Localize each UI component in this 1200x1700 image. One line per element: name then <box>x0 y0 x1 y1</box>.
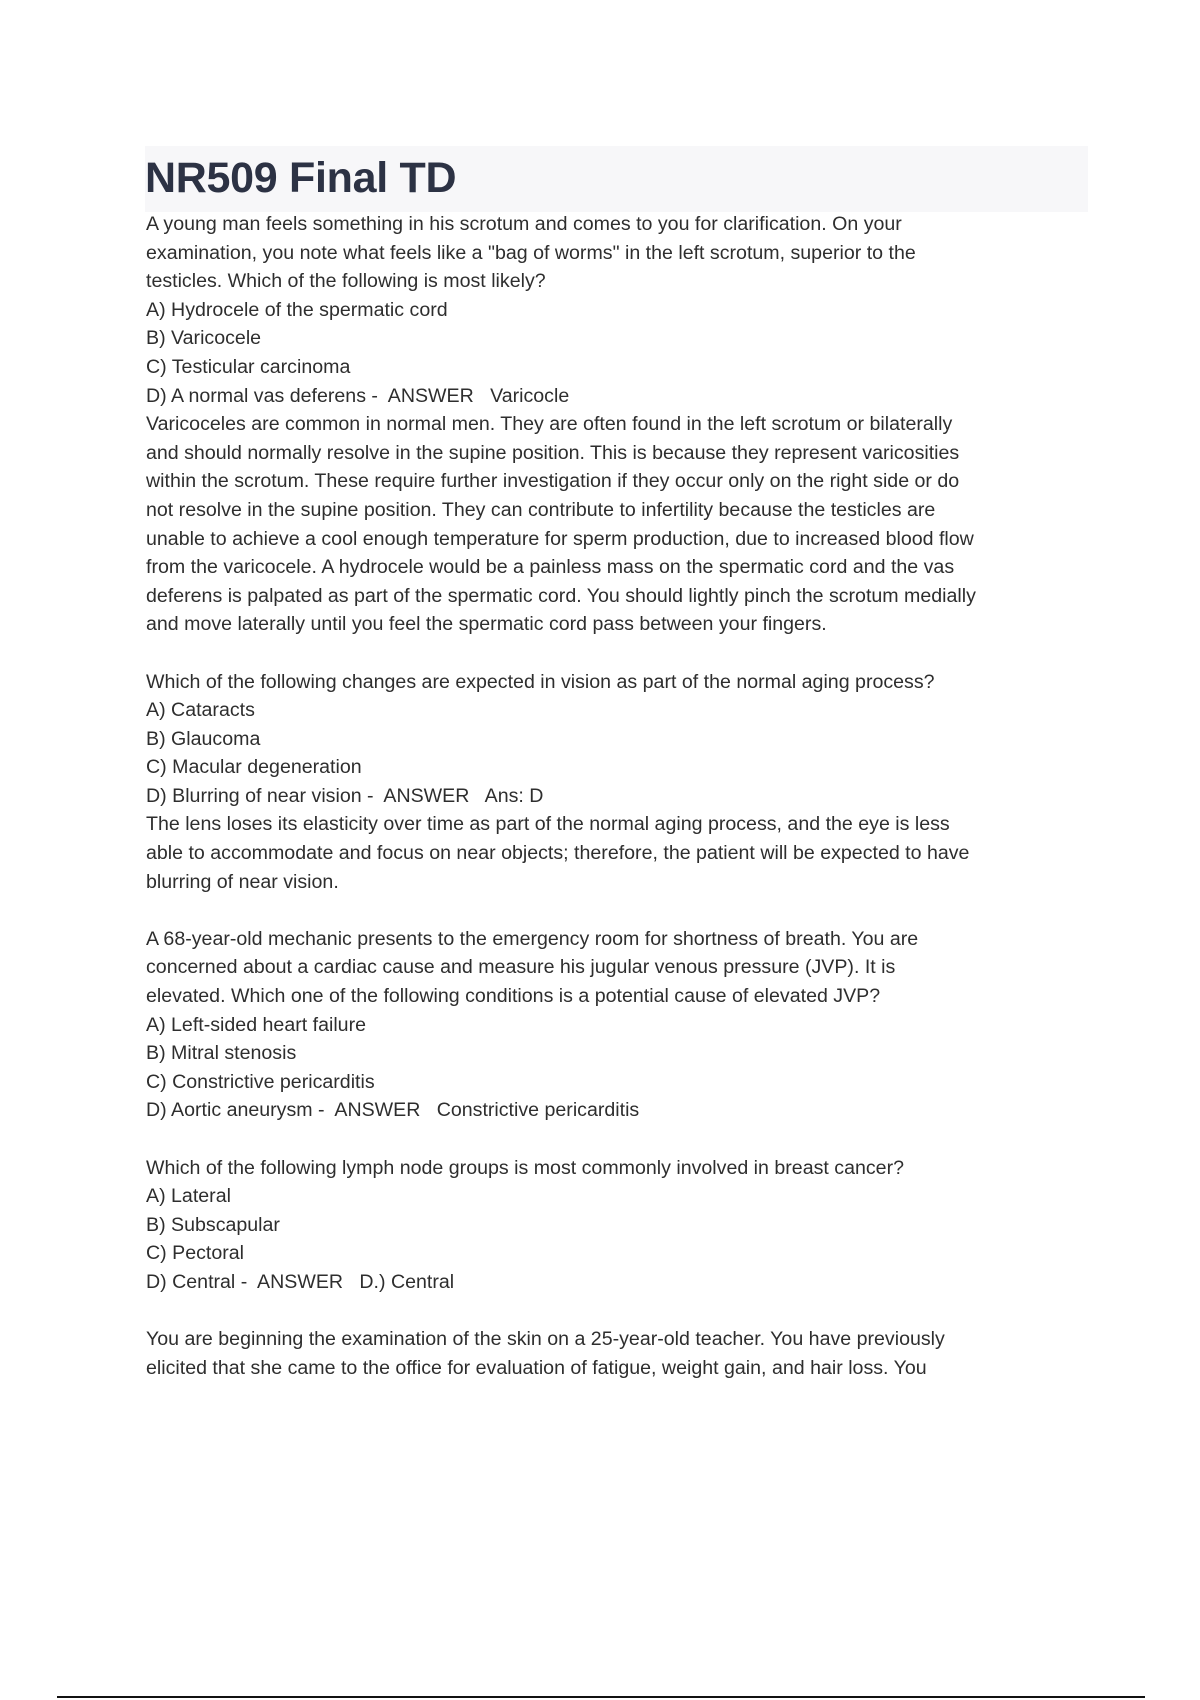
blank-line <box>146 1125 1106 1154</box>
text-line: C) Constrictive pericarditis <box>146 1070 375 1093</box>
text-line: deferens is palpated as part of the spermatic cord. You should lightly pinch the scrotum medially <box>146 584 976 607</box>
text-line: A) Left-sided heart failure <box>146 1013 366 1036</box>
text-line: unable to achieve a cool enough temperature for sperm production, due to increased blood flow <box>146 527 974 550</box>
text-line: and move laterally until you feel the spermatic cord pass between your fingers. <box>146 613 827 636</box>
document-body <box>146 210 1106 1382</box>
text-line: elicited that she came to the office for evaluation of fatigue, weight gain, and hair loss. You <box>146 1356 927 1379</box>
blank-line <box>146 896 1106 925</box>
text-line: C) Pectoral <box>146 1242 244 1265</box>
text-line: B) Glaucoma <box>146 727 261 750</box>
text-line: B) Mitral stenosis <box>146 1042 297 1065</box>
text-line: Varicoceles are common in normal men. They are often found in the left scrotum or bilaterally <box>146 413 953 436</box>
page-bottom-rule <box>57 1696 1145 1698</box>
document-title: NR509 Final TD <box>145 154 457 202</box>
text-line: A young man feels something in his scrotum and comes to you for clarification. On your <box>146 213 902 235</box>
text-line: C) Testicular carcinoma <box>146 355 351 378</box>
text-line: and should normally resolve in the supine position. This is because they represent varicosities <box>146 441 960 464</box>
text-line: not resolve in the supine position. They can contribute to infertility because the testicles are <box>146 498 936 521</box>
text-line: Which of the following lymph node groups is most commonly involved in breast cancer? <box>146 1156 904 1179</box>
text-line: D) Aortic aneurysm - ANSWER Constrictive pericarditis <box>146 1099 640 1122</box>
text-line: able to accommodate and focus on near objects; therefore, the patient will be expected to have <box>146 842 970 865</box>
text-line: D) Blurring of near vision - ANSWER Ans: D <box>146 784 544 807</box>
blank-line <box>146 1297 1106 1326</box>
text-line: You are beginning the examination of the skin on a 25-year-old teacher. You have previously <box>146 1328 945 1351</box>
text-line: A) Hydrocele of the spermatic cord <box>146 298 448 321</box>
text-line: The lens loses its elasticity over time as part of the normal aging process, and the eye is less <box>146 813 950 836</box>
text-line: concerned about a cardiac cause and measure his jugular venous pressure (JVP). It is <box>146 956 896 979</box>
text-line: A 68-year-old mechanic presents to the emergency room for shortness of breath. You are <box>146 927 919 950</box>
text-line: from the varicocele. A hydrocele would be a painless mass on the spermatic cord and the vas <box>146 556 955 579</box>
text-line: C) Macular degeneration <box>146 756 362 779</box>
text-line: A) Lateral <box>146 1185 231 1208</box>
text-line: A) Cataracts <box>146 699 255 722</box>
text-line: blurring of near vision. <box>146 870 339 893</box>
text-line: examination, you note what feels like a "bag of worms" in the left scrotum, superior to the <box>146 241 916 264</box>
text-line: testicles. Which of the following is most likely? <box>146 270 546 293</box>
text-line: elevated. Which one of the following conditions is a potential cause of elevated JVP? <box>146 985 881 1008</box>
text-line: B) Subscapular <box>146 1213 280 1236</box>
text-line: B) Varicocele <box>146 327 262 350</box>
text-line: D) A normal vas deferens - ANSWER Varicocle <box>146 384 570 407</box>
blank-line <box>146 639 1106 668</box>
text-line: within the scrotum. These require further investigation if they occur only on the right side or do <box>146 470 960 493</box>
text-line: Which of the following changes are expected in vision as part of the normal aging process? <box>146 670 935 693</box>
text-line: D) Central - ANSWER D.) Central <box>146 1270 455 1293</box>
